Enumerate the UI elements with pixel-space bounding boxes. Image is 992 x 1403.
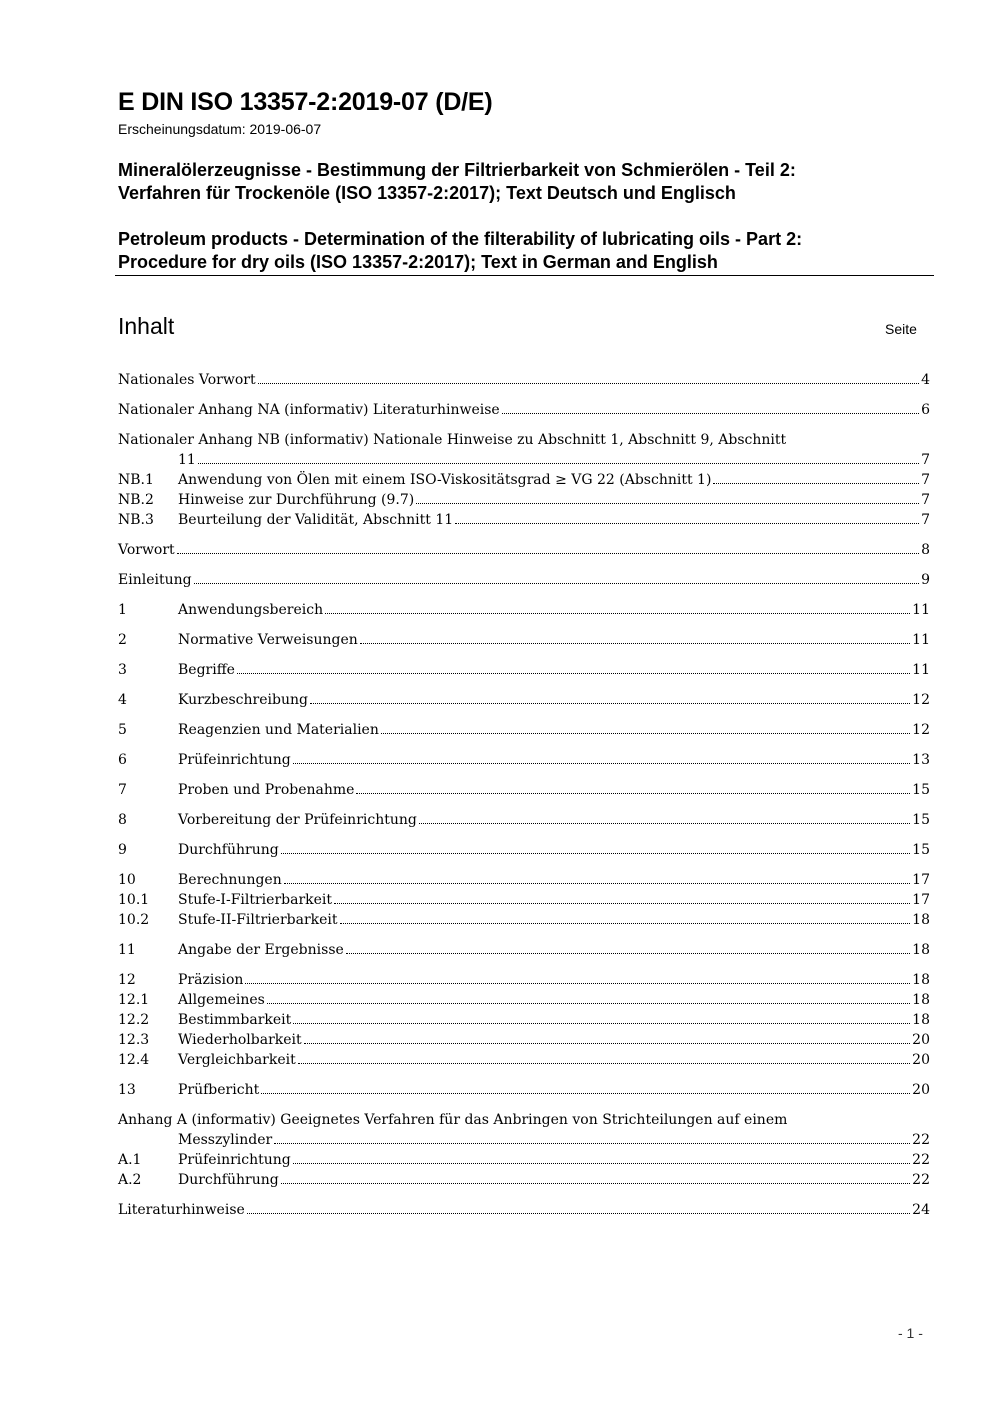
toc-entry-line xyxy=(118,370,930,390)
publication-date: Erscheinungsdatum: 2019-06-07 xyxy=(118,121,322,137)
toc-entry[interactable] xyxy=(118,720,930,740)
toc-entry-number: 9 xyxy=(118,842,127,858)
toc-entry[interactable] xyxy=(118,780,930,800)
toc-dot-leader xyxy=(310,690,910,704)
title-german-line-2: Verfahren für Trockenöle (ISO 13357-2:2017); Text Deutsch und Englisch xyxy=(118,183,736,203)
toc-dot-leader xyxy=(198,450,919,464)
title-english-line-1: Petroleum products - Determination of the filterability of lubricating oils - Part 2: xyxy=(118,229,803,249)
toc-dot-leader xyxy=(177,540,919,554)
title-german xyxy=(118,159,938,205)
toc-dot-leader xyxy=(455,510,919,524)
table-of-contents xyxy=(118,370,930,1220)
toc-entry-number: NB.1 xyxy=(118,472,154,488)
toc-entry-number: 4 xyxy=(118,692,127,708)
toc-entry-line xyxy=(178,970,930,990)
toc-entry-page: 20 xyxy=(912,1082,930,1098)
toc-entry[interactable] xyxy=(118,630,930,650)
toc-entry-page: 4 xyxy=(921,372,930,388)
toc-dot-leader xyxy=(258,370,920,384)
toc-entry[interactable] xyxy=(118,400,930,420)
toc-dot-leader xyxy=(298,1050,910,1064)
toc-entry-number: 10.1 xyxy=(118,892,150,908)
toc-entry-line xyxy=(178,870,930,890)
toc-entry-title: Reagenzien und Materialien xyxy=(178,722,379,738)
toc-dot-leader xyxy=(284,870,910,884)
toc-entry-title: Durchführung xyxy=(178,842,279,858)
toc-entry-line xyxy=(178,470,930,490)
toc-entry[interactable] xyxy=(118,1030,930,1050)
toc-entry-page: 12 xyxy=(912,722,930,738)
toc-dot-leader xyxy=(340,910,911,924)
toc-entry-number: 11 xyxy=(118,942,136,958)
toc-entry-page: 7 xyxy=(921,452,930,468)
toc-entry[interactable] xyxy=(118,430,930,470)
toc-entry-page: 18 xyxy=(912,972,930,988)
toc-entry-number: A.2 xyxy=(118,1172,142,1188)
toc-entry-line xyxy=(178,810,930,830)
toc-entry[interactable] xyxy=(118,840,930,860)
toc-entry-line xyxy=(118,400,930,420)
toc-entry-title: Anwendung von Ölen mit einem ISO-Viskositätsgrad ≥ VG 22 (Abschnitt 1) xyxy=(178,472,712,488)
toc-entry[interactable] xyxy=(118,1150,930,1170)
toc-entry-line xyxy=(178,940,930,960)
toc-dot-leader xyxy=(419,810,910,824)
toc-entry-line xyxy=(178,750,930,770)
toc-entry-number: NB.3 xyxy=(118,512,154,528)
toc-entry-line xyxy=(178,720,930,740)
toc-dot-leader xyxy=(267,990,910,1004)
toc-entry-number: 12.3 xyxy=(118,1032,150,1048)
toc-entry-number: 3 xyxy=(118,662,127,678)
toc-entry-line xyxy=(178,600,930,620)
toc-entry-page: 8 xyxy=(921,542,930,558)
toc-dot-leader xyxy=(356,780,910,794)
toc-entry-line xyxy=(178,910,930,930)
toc-entry-line xyxy=(118,570,930,590)
toc-entry[interactable] xyxy=(118,470,930,490)
toc-entry-page: 24 xyxy=(912,1202,930,1218)
toc-entry-number: 12.2 xyxy=(118,1012,150,1028)
toc-dot-leader xyxy=(281,840,910,854)
toc-entry[interactable] xyxy=(118,370,930,390)
toc-entry[interactable] xyxy=(118,990,930,1010)
toc-entry-number: 10.2 xyxy=(118,912,150,928)
toc-entry[interactable] xyxy=(118,870,930,890)
toc-entry[interactable] xyxy=(118,970,930,990)
toc-dot-leader xyxy=(713,470,919,484)
toc-entry[interactable] xyxy=(118,490,930,510)
toc-entry-title: Allgemeines xyxy=(178,992,265,1008)
toc-entry-title: Beurteilung der Validität, Abschnitt 11 xyxy=(178,512,454,528)
toc-entry[interactable] xyxy=(118,1080,930,1100)
toc-entry-line xyxy=(178,890,930,910)
toc-entry-number: 13 xyxy=(118,1082,136,1098)
toc-entry-number: 8 xyxy=(118,812,127,828)
toc-entry-line xyxy=(178,780,930,800)
toc-entry-line xyxy=(178,1080,930,1100)
toc-entry-page: 18 xyxy=(912,912,930,928)
toc-entry-title: Nationales Vorwort xyxy=(118,372,256,388)
toc-entry-line xyxy=(178,1170,930,1190)
toc-entry[interactable] xyxy=(118,570,930,590)
toc-entry-page: 20 xyxy=(912,1032,930,1048)
toc-entry-number: 12.1 xyxy=(118,992,150,1008)
toc-entry-line xyxy=(178,660,930,680)
toc-dot-leader xyxy=(293,1150,910,1164)
toc-entry-page: 22 xyxy=(912,1172,930,1188)
toc-entry-number: 6 xyxy=(118,752,127,768)
toc-entry-page: 15 xyxy=(912,782,930,798)
toc-entry-page: 12 xyxy=(912,692,930,708)
toc-entry-title: Bestimmbarkeit xyxy=(178,1012,292,1028)
toc-entry[interactable] xyxy=(118,940,930,960)
toc-entry-title: Berechnungen xyxy=(178,872,282,888)
toc-entry-page: 7 xyxy=(921,492,930,508)
toc-dot-leader xyxy=(261,1080,910,1094)
toc-entry-number: 12 xyxy=(118,972,136,988)
toc-entry-page: 22 xyxy=(912,1132,930,1148)
page-number: - 1 - xyxy=(898,1325,923,1341)
toc-entry-title: Vergleichbarkeit xyxy=(178,1052,296,1068)
toc-entry-title: Normative Verweisungen xyxy=(178,632,358,648)
toc-dot-leader xyxy=(274,1130,910,1144)
toc-entry-page: 15 xyxy=(912,812,930,828)
toc-entry-line xyxy=(178,990,930,1010)
toc-entry-page: 18 xyxy=(912,1012,930,1028)
toc-entry-title: Vorbereitung der Prüfeinrichtung xyxy=(178,812,417,828)
toc-entry-title: Stufe-I-Filtrierbarkeit xyxy=(178,892,333,908)
toc-entry-page: 17 xyxy=(912,892,930,908)
toc-entry[interactable] xyxy=(118,810,930,830)
toc-entry-page: 17 xyxy=(912,872,930,888)
toc-dot-leader xyxy=(381,720,910,734)
toc-heading: Inhalt xyxy=(118,313,175,339)
toc-entry-line xyxy=(178,450,930,470)
toc-entry[interactable] xyxy=(118,750,930,770)
toc-entry[interactable] xyxy=(118,890,930,910)
toc-dot-leader xyxy=(502,400,919,414)
toc-page-heading: Seite xyxy=(885,321,917,337)
title-divider xyxy=(115,275,934,276)
toc-entry-title: Messzylinder xyxy=(178,1132,273,1148)
toc-entry[interactable] xyxy=(118,660,930,680)
toc-dot-leader xyxy=(346,940,910,954)
toc-entry-line xyxy=(178,1010,930,1030)
toc-dot-leader xyxy=(245,970,910,984)
toc-entry-page: 6 xyxy=(921,402,930,418)
title-english xyxy=(118,228,938,274)
toc-entry[interactable] xyxy=(118,600,930,620)
toc-entry[interactable] xyxy=(118,1010,930,1030)
toc-entry-page: 11 xyxy=(912,602,930,618)
toc-entry[interactable] xyxy=(118,540,930,560)
toc-entry-line xyxy=(178,630,930,650)
toc-entry-page: 18 xyxy=(912,942,930,958)
toc-entry-page: 13 xyxy=(912,752,930,768)
toc-dot-leader xyxy=(293,750,910,764)
toc-entry[interactable] xyxy=(118,1050,930,1070)
toc-entry-title: Prüfeinrichtung xyxy=(178,752,291,768)
toc-entry-line xyxy=(178,1150,930,1170)
toc-entry-line xyxy=(178,1130,930,1150)
toc-dot-leader xyxy=(237,660,910,674)
toc-entry-title: Prüfbericht xyxy=(178,1082,260,1098)
toc-entry-title-line: Nationaler Anhang NB (informativ) Nationale Hinweise zu Abschnitt 1, Abschnitt 9, Abschnitt xyxy=(118,432,787,448)
toc-entry-line xyxy=(178,690,930,710)
toc-dot-leader xyxy=(325,600,910,614)
toc-entry-number: 7 xyxy=(118,782,127,798)
title-german-line-1: Mineralölerzeugnisse - Bestimmung der Filtrierbarkeit von Schmierölen - Teil 2: xyxy=(118,160,796,180)
toc-dot-leader xyxy=(416,490,919,504)
toc-entry-page: 9 xyxy=(921,572,930,588)
toc-entry[interactable] xyxy=(118,1110,930,1150)
toc-dot-leader xyxy=(360,630,910,644)
toc-dot-leader xyxy=(194,570,920,584)
toc-entry[interactable] xyxy=(118,910,930,930)
toc-entry-page: 22 xyxy=(912,1152,930,1168)
toc-entry[interactable] xyxy=(118,1200,930,1220)
toc-entry-line xyxy=(178,490,930,510)
toc-entry-title: Anwendungsbereich xyxy=(178,602,324,618)
toc-entry-title: Durchführung xyxy=(178,1172,279,1188)
toc-entry-page: 11 xyxy=(912,632,930,648)
toc-entry-page: 15 xyxy=(912,842,930,858)
toc-dot-leader xyxy=(334,890,910,904)
toc-entry-number: A.1 xyxy=(118,1152,142,1168)
toc-entry-number: 12.4 xyxy=(118,1052,150,1068)
toc-entry-title: Einleitung xyxy=(118,572,192,588)
toc-entry[interactable] xyxy=(118,690,930,710)
toc-entry-number: 10 xyxy=(118,872,136,888)
toc-dot-leader xyxy=(304,1030,911,1044)
toc-entry-title: Prüfeinrichtung xyxy=(178,1152,291,1168)
toc-entry[interactable] xyxy=(118,1170,930,1190)
toc-entry-page: 18 xyxy=(912,992,930,1008)
toc-entry-number: 1 xyxy=(118,602,127,618)
document-id: E DIN ISO 13357-2:2019-07 (D/E) xyxy=(118,88,493,116)
toc-dot-leader xyxy=(247,1200,910,1214)
toc-entry-line xyxy=(178,1050,930,1070)
toc-dot-leader xyxy=(281,1170,910,1184)
toc-entry-line xyxy=(118,1200,930,1220)
toc-entry-page: 20 xyxy=(912,1052,930,1068)
toc-entry-line xyxy=(118,540,930,560)
toc-entry-title: Stufe-II-Filtrierbarkeit xyxy=(178,912,338,928)
toc-entry-number: NB.2 xyxy=(118,492,154,508)
toc-entry-page: 11 xyxy=(912,662,930,678)
toc-entry-title-line: Anhang A (informativ) Geeignetes Verfahren für das Anbringen von Strichteilungen auf einem xyxy=(118,1112,788,1128)
toc-entry-title: Begriffe xyxy=(178,662,235,678)
toc-entry-number: 5 xyxy=(118,722,127,738)
toc-entry-title: Nationaler Anhang NA (informativ) Literaturhinweise xyxy=(118,402,500,418)
toc-entry-title: 11 xyxy=(178,452,196,468)
title-english-line-2: Procedure for dry oils (ISO 13357-2:2017); Text in German and English xyxy=(118,252,718,272)
toc-entry-number: 2 xyxy=(118,632,127,648)
toc-entry-title: Vorwort xyxy=(118,542,175,558)
toc-entry-title: Angabe der Ergebnisse xyxy=(178,942,344,958)
toc-entry-title: Wiederholbarkeit xyxy=(178,1032,302,1048)
toc-entry-title: Literaturhinweise xyxy=(118,1202,245,1218)
toc-entry-page: 7 xyxy=(921,512,930,528)
toc-dot-leader xyxy=(293,1010,910,1024)
toc-entry-title: Proben und Probenahme xyxy=(178,782,355,798)
toc-entry-line xyxy=(178,1030,930,1050)
toc-entry-title: Hinweise zur Durchführung (9.7) xyxy=(178,492,415,508)
toc-entry-line xyxy=(178,840,930,860)
toc-entry-line xyxy=(178,510,930,530)
toc-entry-title: Kurzbeschreibung xyxy=(178,692,308,708)
toc-entry-title: Präzision xyxy=(178,972,244,988)
toc-entry[interactable] xyxy=(118,510,930,530)
toc-entry-page: 7 xyxy=(921,472,930,488)
